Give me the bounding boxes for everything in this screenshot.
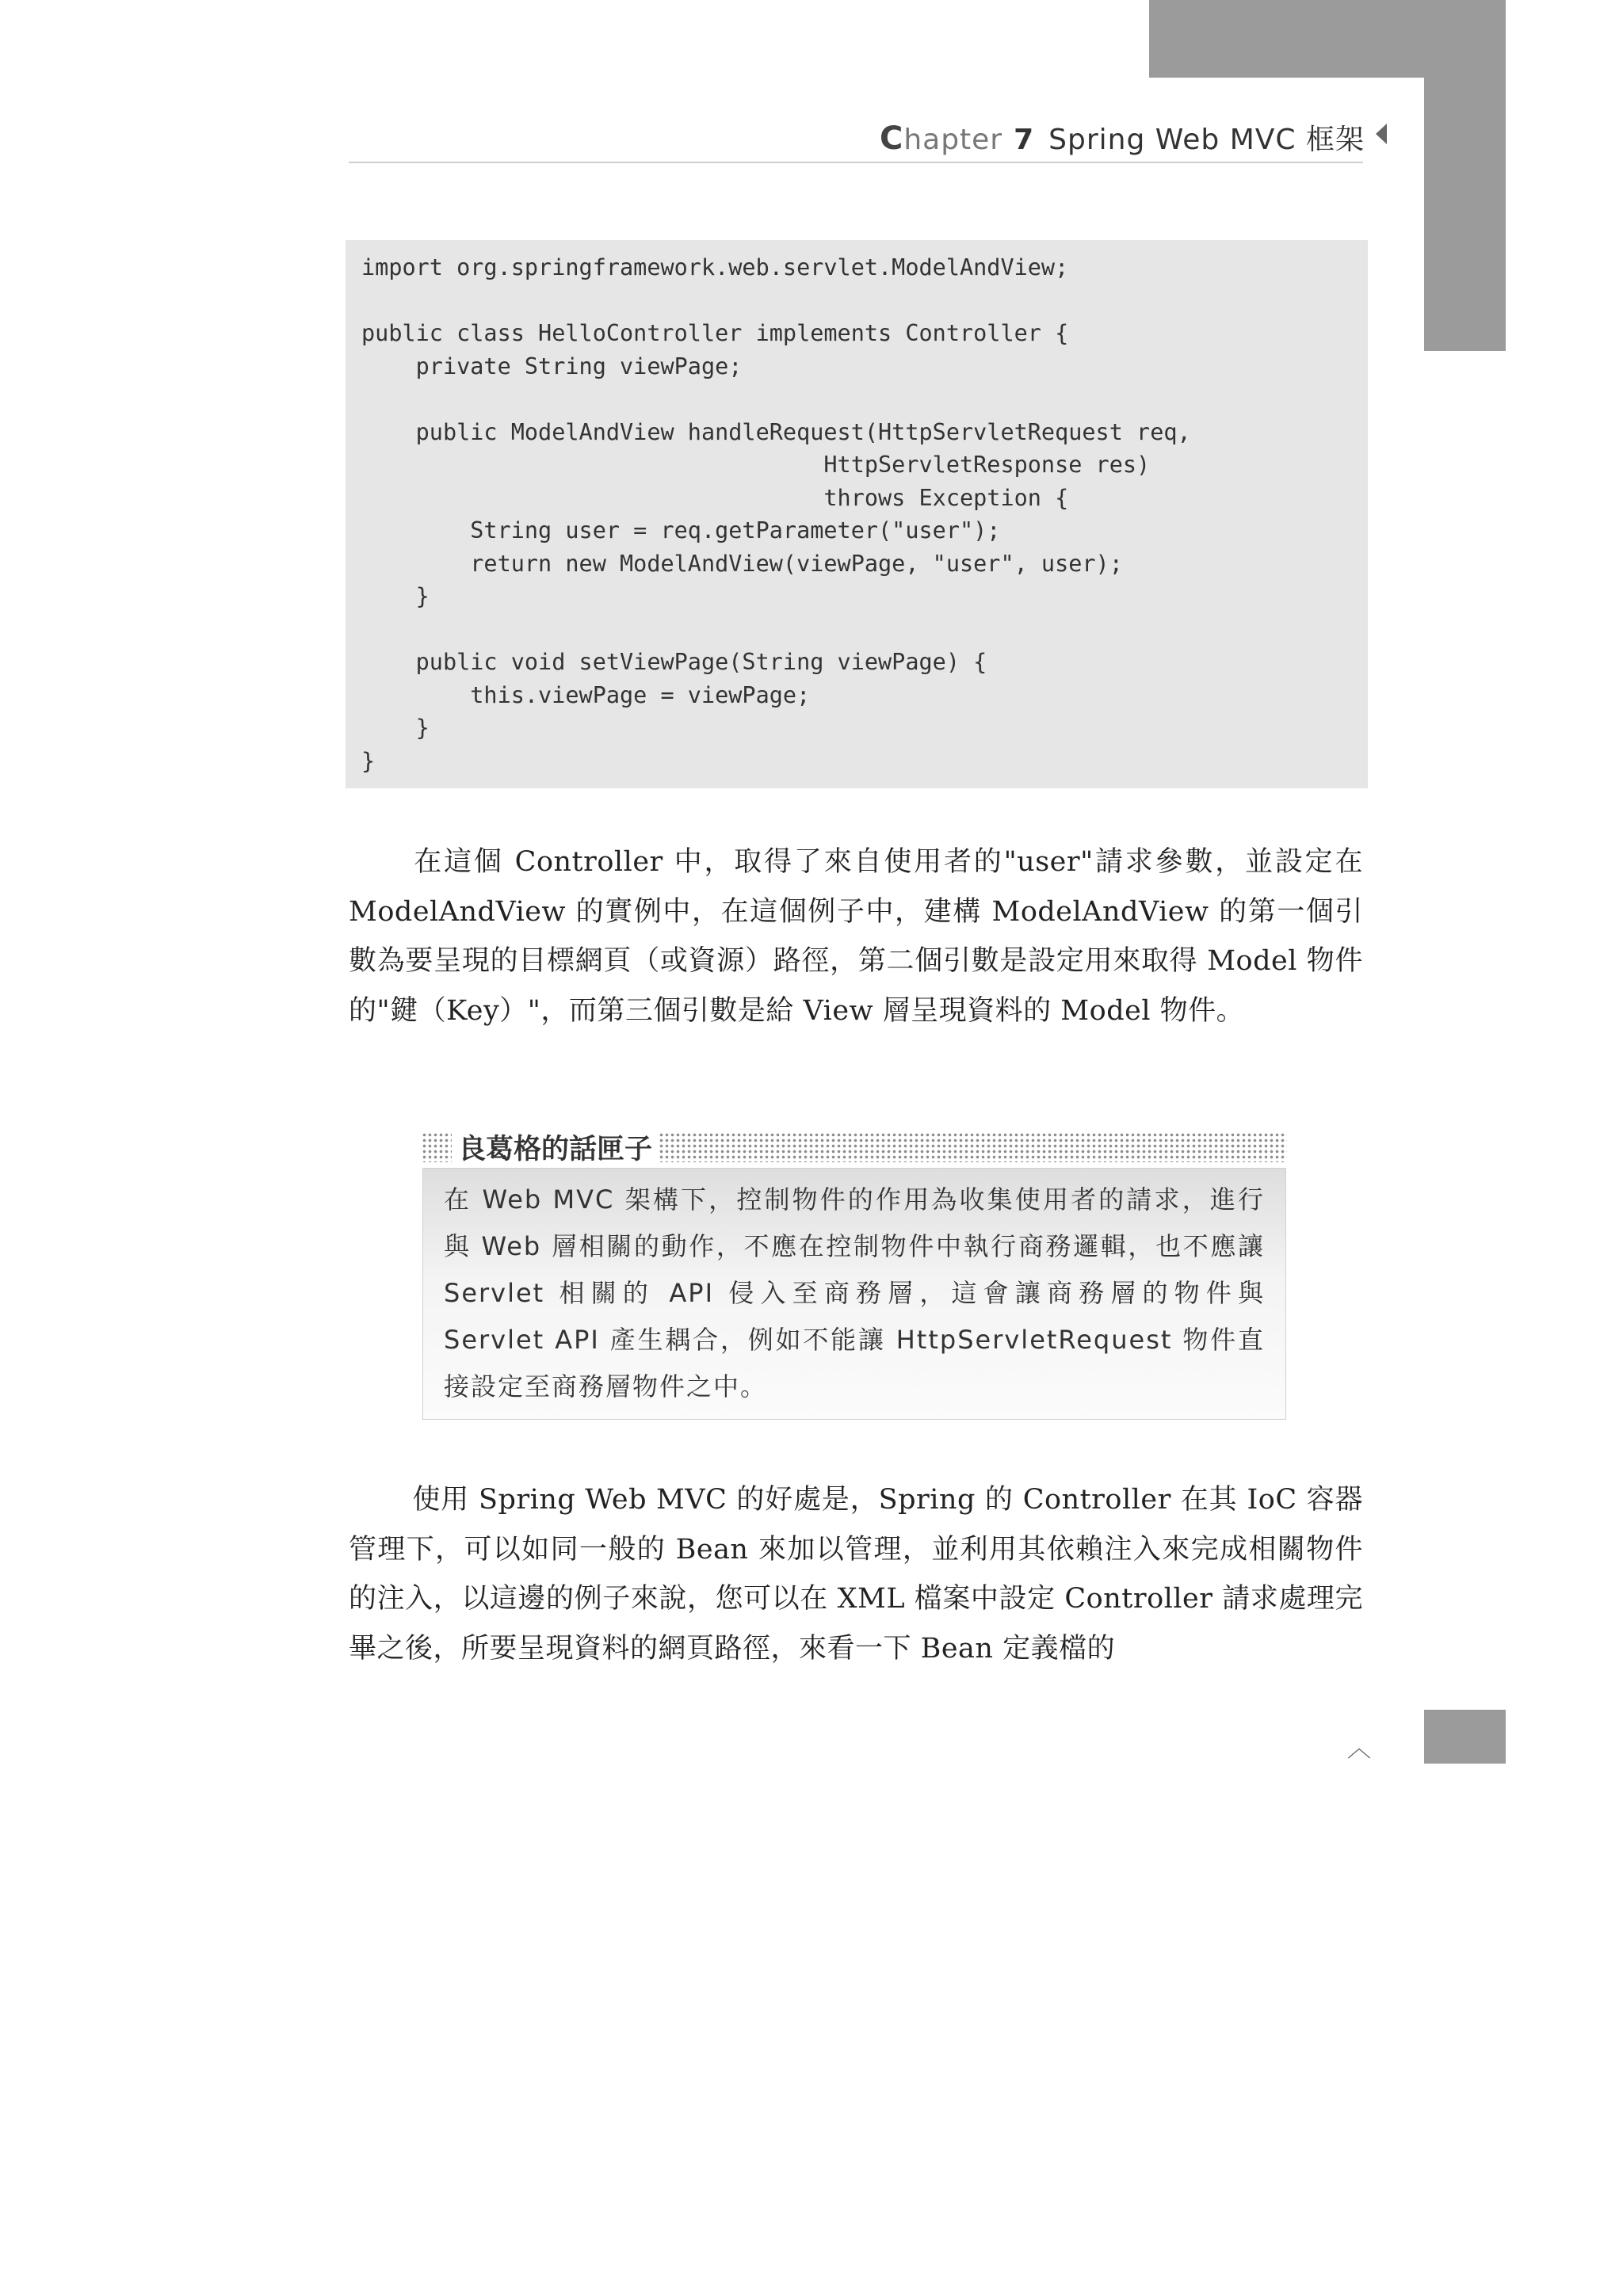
tip-box <box>422 1168 1286 1420</box>
chapter-tab-top <box>1149 0 1506 78</box>
chapter-tab-side <box>1424 78 1506 351</box>
body-paragraph-2 <box>349 1475 1363 1673</box>
header-divider <box>349 162 1363 163</box>
tip-title: 良葛格的話匣子 <box>452 1127 659 1167</box>
chapter-number: 7 <box>1014 124 1035 156</box>
chapter-tab-bottom <box>1424 1710 1506 1764</box>
chapter-initial: C <box>879 120 904 157</box>
chapter-word: hapter <box>903 124 1003 156</box>
running-header <box>349 117 1387 157</box>
body-paragraph-1 <box>349 837 1363 1035</box>
code-listing <box>346 240 1368 788</box>
triangle-left-icon <box>1376 124 1387 144</box>
code-text: import org.springframework.web.servlet.ModelAndView; public class HelloController implements Controller { private String viewPage; public ModelAndView handleRequest(HttpServletRequest req, HttpServletResponse res) throws Exception { String user = req.getParameter("user"); return new ModelAndView(viewPage, "user", user); } public void setViewPage(String viewPage) { this.viewPage = viewPage; } } <box>361 254 1191 774</box>
paragraph-1-text: 在這個 Controller 中，取得了來自使用者的"user"請求參數，並設定在 ModelAndView 的實例中，在這個例子中，建構 ModelAndView 的第一個引數為要呈現的目標網頁（或資源）路徑，第二個引數是設定用來取得 Model 物件的"鍵（Key）"，而第三個引數是給 View 層呈現資料的 Model 物件。 <box>349 846 1363 1027</box>
dot-pattern-right <box>659 1132 1287 1162</box>
chapter-title: Spring Web MVC 框架 <box>1048 124 1365 156</box>
tip-body: 在 Web MVC 架構下，控制物件的作用為收集使用者的請求，進行與 Web 層相關的動作，不應在控制物件中執行商務邏輯，也不應讓 Servlet 相關的 API 侵入至商務層，這會讓商務層的物件與 Servlet API 產生耦合，例如不能讓 HttpServletRequest 物件直接設定至商務層物件之中。 <box>444 1184 1265 1402</box>
paragraph-2-text: 使用 Spring Web MVC 的好處是，Spring 的 Controller 在其 IoC 容器管理下，可以如同一般的 Bean 來加以管理，並利用其依賴注入來完成相關物件的注入，以這邊的例子來說，您可以在 XML 檔案中設定 Controller 請求處理完畢之後，所要呈現資料的網頁路徑，來看一下 Bean 定義檔的 <box>349 1484 1363 1665</box>
dot-pattern-left <box>422 1132 452 1162</box>
page-marker: ︿ <box>1347 1735 1371 1763</box>
tip-title-bar <box>422 1130 1287 1165</box>
